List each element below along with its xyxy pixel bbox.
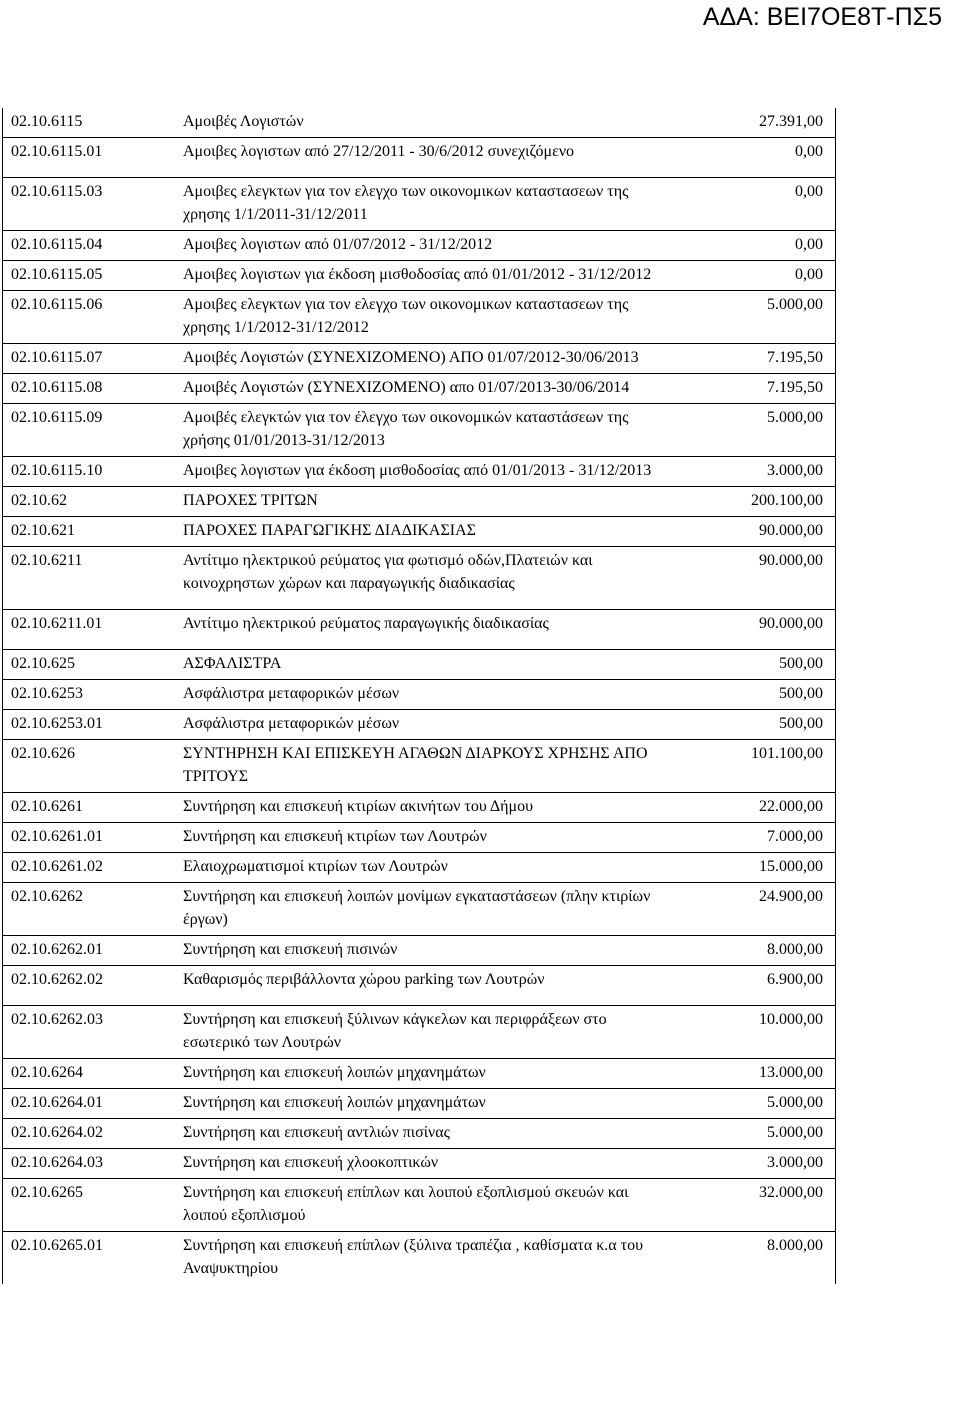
table-row (3, 936, 835, 966)
account-amount: 200.100,00 (751, 492, 823, 509)
account-code: 02.10.6262 (11, 888, 83, 905)
account-description: Αμοιβες ελεγκτων για τον ελεγχο των οικονομικων καταστασεων της χρησης 1/1/2012-31/12/2012 (183, 296, 629, 336)
table-row (3, 547, 835, 610)
table-row (3, 138, 835, 178)
ada-code: ΑΔΑ: ΒΕΙ7ΟΕ8Τ-ΠΣ5 (702, 3, 942, 31)
table-row (3, 1006, 835, 1059)
account-description: Συντήρηση και επισκευή πισινών (183, 941, 398, 958)
table-row (3, 650, 835, 680)
account-amount: 5.000,00 (767, 1124, 823, 1141)
account-amount: 3.000,00 (767, 1154, 823, 1171)
account-code: 02.10.6262.01 (11, 941, 103, 958)
account-code: 02.10.6211.01 (11, 615, 103, 632)
account-code: 02.10.6253 (11, 685, 83, 702)
account-code: 02.10.6211 (11, 552, 83, 569)
table-row (3, 178, 835, 231)
account-description: ΑΣΦΑΛΙΣΤΡΑ (183, 655, 282, 672)
account-amount: 101.100,00 (751, 745, 823, 762)
account-description: Αμοιβες ελεγκτων για τον ελεγχο των οικονομικων καταστασεων της χρησης 1/1/2011-31/12/2011 (183, 183, 629, 223)
table-row (3, 740, 835, 793)
table-row (3, 1089, 835, 1119)
account-description: Συντήρηση και επισκευή ξύλινων κάγκελων και περιφράξεων στο εσωτερικό των Λουτρών (183, 1011, 607, 1051)
account-code: 02.10.626 (11, 745, 75, 762)
account-description: ΠΑΡΟΧΕΣ ΤΡΙΤΩΝ (183, 492, 318, 509)
account-code: 02.10.62 (11, 492, 67, 509)
table-row (3, 261, 835, 291)
account-code: 02.10.6115.01 (11, 143, 103, 160)
account-code: 02.10.6264.02 (11, 1124, 103, 1141)
account-code: 02.10.6262.02 (11, 971, 103, 988)
account-amount: 8.000,00 (767, 1237, 823, 1254)
account-amount: 10.000,00 (759, 1011, 823, 1028)
account-description: Συντήρηση και επισκευή λοιπών μονίμων εγκαταστάσεων (πλην κτιρίων έργων) (183, 888, 651, 928)
account-amount: 0,00 (795, 183, 823, 200)
account-amount: 24.900,00 (759, 888, 823, 905)
account-description: Αμοιβες λογιστων για έκδοση μισθοδοσίας από 01/01/2013 - 31/12/2013 (183, 462, 652, 479)
account-description: Αμοιβές Λογιστών (ΣΥΝΕΧΙΖΟΜΕΝΟ) ΑΠΟ 01/07/2012-30/06/2013 (183, 349, 639, 366)
account-amount: 0,00 (795, 236, 823, 253)
account-amount: 8.000,00 (767, 941, 823, 958)
account-description: Αμοιβές Λογιστών (ΣΥΝΕΧΙΖΟΜΕΝΟ) απο 01/07/2013-30/06/2014 (183, 379, 630, 396)
table-row (3, 680, 835, 710)
account-description: ΣΥΝΤΗΡΗΣΗ ΚΑΙ ΕΠΙΣΚΕΥΗ ΑΓΑΘΩΝ ΔΙΑΡΚΟΥΣ ΧΡΗΣΗΣ ΑΠΟ ΤΡΙΤΟΥΣ (183, 745, 648, 785)
account-amount: 0,00 (795, 143, 823, 160)
table-row (3, 966, 835, 1006)
account-code: 02.10.6115.07 (11, 349, 103, 366)
table-row (3, 1179, 835, 1232)
table-row (3, 404, 835, 457)
account-amount: 7.195,50 (767, 379, 823, 396)
account-amount: 13.000,00 (759, 1064, 823, 1081)
account-description: Αμοιβές ελεγκτών για τον έλεγχο των οικονομικών καταστάσεων της χρήσης 01/01/2013-31/12/2013 (183, 409, 629, 449)
table-row (3, 1232, 835, 1284)
account-amount: 90.000,00 (759, 552, 823, 569)
account-amount: 27.391,00 (759, 113, 823, 130)
account-description: Συντήρηση και επισκευή λοιπών μηχανημάτων (183, 1064, 486, 1081)
account-code: 02.10.6264 (11, 1064, 83, 1081)
account-description: Ασφάλιστρα μεταφορικών μέσων (183, 715, 400, 732)
table-row (3, 710, 835, 740)
account-amount: 5.000,00 (767, 296, 823, 313)
table-row (3, 1119, 835, 1149)
account-code: 02.10.6261.02 (11, 858, 103, 875)
account-amount: 7.000,00 (767, 828, 823, 845)
account-description: Συντήρηση και επισκευή κτιρίων ακινήτων του Δήμου (183, 798, 534, 815)
account-amount: 500,00 (779, 655, 823, 672)
account-description: Συντήρηση και επισκευή επίπλων και λοιπού εξοπλισμού σκευών και λοιπού εξοπλισμού (183, 1184, 629, 1224)
account-amount: 90.000,00 (759, 615, 823, 632)
account-code: 02.10.6262.03 (11, 1011, 103, 1028)
table-row (3, 487, 835, 517)
account-code: 02.10.6115.10 (11, 462, 103, 479)
table-row (3, 344, 835, 374)
account-description: Συντήρηση και επισκευή επίπλων (ξύλινα τραπέζια , καθίσματα κ.α του Αναψυκτηρίου (183, 1237, 644, 1277)
account-amount: 15.000,00 (759, 858, 823, 875)
account-code: 02.10.625 (11, 655, 75, 672)
account-code: 02.10.6115.05 (11, 266, 103, 283)
table-row (3, 1059, 835, 1089)
budget-table (2, 108, 836, 1284)
account-amount: 90.000,00 (759, 522, 823, 539)
table-row (3, 457, 835, 487)
account-amount: 7.195,50 (767, 349, 823, 366)
account-description: ΠΑΡΟΧΕΣ ΠΑΡΑΓΩΓΙΚΗΣ ΔΙΑΔΙΚΑΣΙΑΣ (183, 522, 476, 539)
table-row (3, 610, 835, 650)
table-row (3, 108, 835, 138)
account-code: 02.10.6264.01 (11, 1094, 103, 1111)
account-amount: 500,00 (779, 715, 823, 732)
account-code: 02.10.6261 (11, 798, 83, 815)
account-amount: 5.000,00 (767, 1094, 823, 1111)
account-description: Αντίτιμο ηλεκτρικού ρεύματος για φωτισμό οδών,Πλατειών και κοινοχρηστων χώρων και παραγωγικής διαδικασίας (183, 552, 593, 592)
account-code: 02.10.6264.03 (11, 1154, 103, 1171)
account-description: Συντήρηση και επισκευή χλοοκοπτικών (183, 1154, 439, 1171)
account-description: Αμοιβες λογιστων για έκδοση μισθοδοσίας από 01/01/2012 - 31/12/2012 (183, 266, 652, 283)
table-row (3, 793, 835, 823)
table-row (3, 883, 835, 936)
account-code: 02.10.6261.01 (11, 828, 103, 845)
account-amount: 5.000,00 (767, 409, 823, 426)
table-row (3, 231, 835, 261)
account-code: 02.10.6115.09 (11, 409, 103, 426)
account-description: Συντήρηση και επισκευή κτιρίων των Λουτρών (183, 828, 487, 845)
account-description: Ασφάλιστρα μεταφορικών μέσων (183, 685, 400, 702)
account-description: Αμοιβες λογιστων από 27/12/2011 - 30/6/2012 συνεχιζόμενο (183, 143, 575, 160)
account-description: Αντίτιμο ηλεκτρικού ρεύματος παραγωγικής διαδικασίας (183, 615, 549, 632)
account-code: 02.10.6115.06 (11, 296, 103, 313)
account-description: Ελαιοχρωματισμοί κτιρίων των Λουτρών (183, 858, 448, 875)
account-amount: 6.900,00 (767, 971, 823, 988)
account-code: 02.10.6253.01 (11, 715, 103, 732)
table-row (3, 853, 835, 883)
account-amount: 22.000,00 (759, 798, 823, 815)
table-row (3, 823, 835, 853)
account-description: Αμοιβες λογιστων από 01/07/2012 - 31/12/2012 (183, 236, 493, 253)
table-row (3, 517, 835, 547)
account-code: 02.10.6265.01 (11, 1237, 103, 1254)
account-code: 02.10.6115.03 (11, 183, 103, 200)
account-amount: 0,00 (795, 266, 823, 283)
account-code: 02.10.621 (11, 522, 75, 539)
account-amount: 3.000,00 (767, 462, 823, 479)
account-amount: 32.000,00 (759, 1184, 823, 1201)
account-code: 02.10.6115 (11, 113, 83, 130)
table-row (3, 374, 835, 404)
account-amount: 500,00 (779, 685, 823, 702)
account-description: Αμοιβές Λογιστών (183, 113, 304, 130)
account-description: Καθαρισμός περιβάλλοντα χώρου parking των Λουτρών (183, 971, 545, 988)
account-code: 02.10.6115.08 (11, 379, 103, 396)
account-code: 02.10.6265 (11, 1184, 83, 1201)
table-row (3, 1149, 835, 1179)
account-description: Συντήρηση και επισκευή αντλιών πισίνας (183, 1124, 450, 1141)
table-row (3, 291, 835, 344)
account-description: Συντήρηση και επισκευή λοιπών μηχανημάτων (183, 1094, 486, 1111)
account-code: 02.10.6115.04 (11, 236, 103, 253)
